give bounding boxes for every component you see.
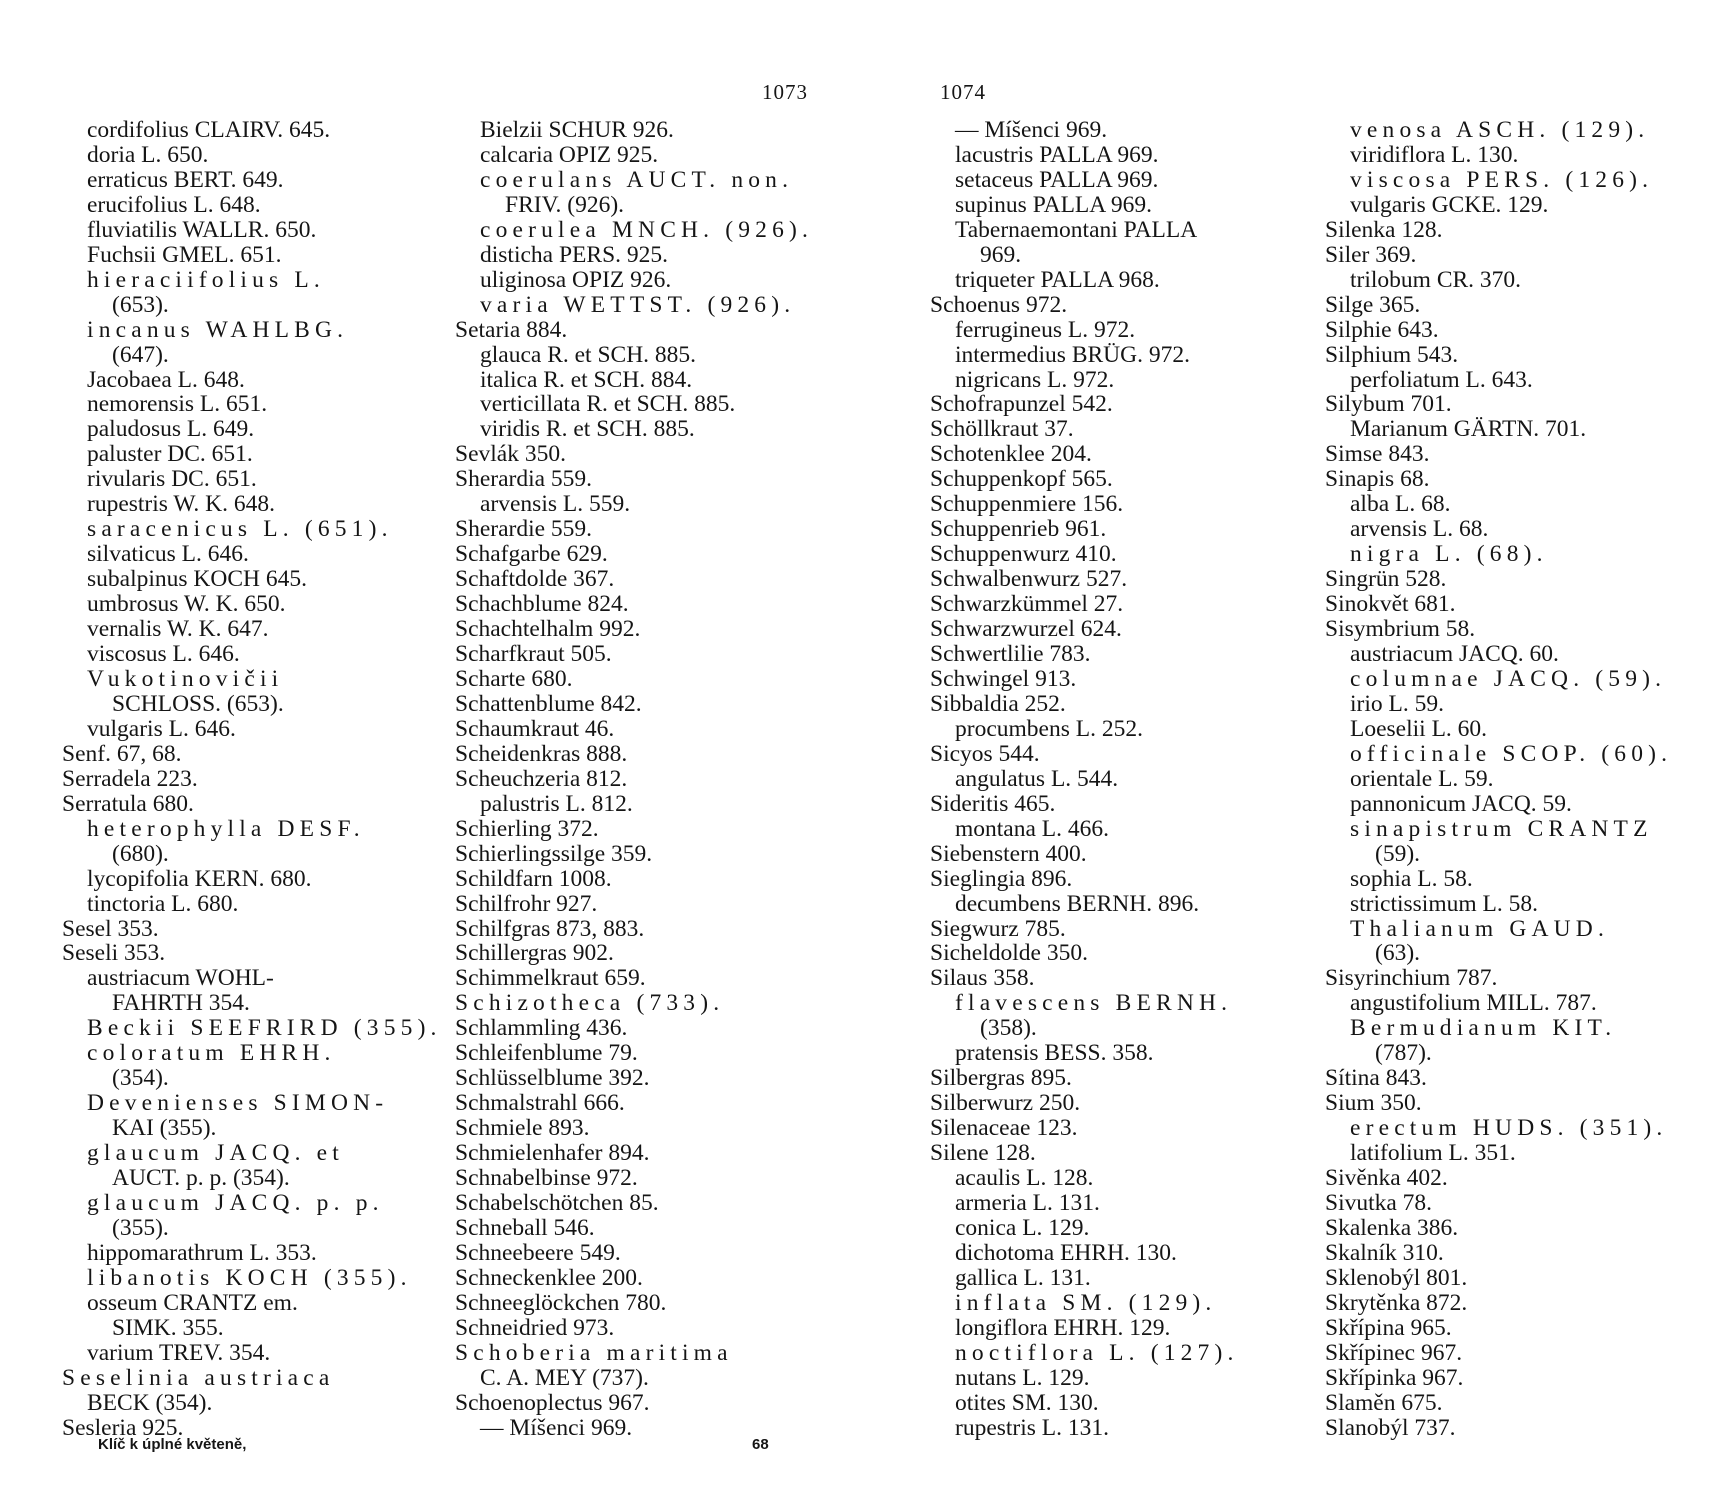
index-entry: nigra L. (68). <box>1350 541 1548 568</box>
index-entry: procumbens L. 252. <box>955 715 1143 742</box>
index-entry: Schimmelkraut 659. <box>455 965 646 992</box>
index-entry: perfoliatum L. 643. <box>1350 366 1533 393</box>
index-entry: Silenaceae 123. <box>930 1115 1078 1142</box>
index-entry: Schoberia maritima <box>455 1339 733 1366</box>
index-entry: ferrugineus L. 972. <box>955 316 1136 343</box>
index-entry: Bielzii SCHUR 926. <box>480 117 674 143</box>
index-entry: Silybum 701. <box>1325 391 1452 418</box>
index-entry: disticha PERS. 925. <box>480 241 669 268</box>
index-entry: (787). <box>1375 1040 1432 1067</box>
index-entry: KAI (355). <box>112 1115 217 1142</box>
index-entry: Skřípinka 967. <box>1325 1364 1464 1391</box>
index-entry: doria L. 650. <box>87 141 209 168</box>
index-entry: paluster DC. 651. <box>87 441 253 468</box>
index-entry: decumbens BERNH. 896. <box>955 890 1200 917</box>
index-entry: Sesel 353. <box>62 915 159 942</box>
index-column-4 <box>1325 118 1672 1441</box>
index-entry: Scharfkraut 505. <box>455 641 612 668</box>
index-entry: Schmiele 893. <box>455 1115 590 1142</box>
index-entry: Bermudianum KIT. <box>1350 1015 1617 1042</box>
index-entry: nemorensis L. 651. <box>87 391 268 418</box>
index-entry: 969. <box>980 241 1022 268</box>
index-entry: dichotoma EHRH. 130. <box>955 1239 1177 1266</box>
index-entry: intermedius BRÜG. 972. <box>955 341 1190 368</box>
index-entry: (354). <box>112 1065 169 1092</box>
index-entry: Schneeglöckchen 780. <box>455 1289 667 1316</box>
index-entry: Sklenobýl 801. <box>1325 1264 1468 1291</box>
index-entry: conica L. 129. <box>955 1214 1090 1241</box>
index-entry: noctiflora L. (127). <box>955 1339 1239 1366</box>
index-entry: hippomarathrum L. 353. <box>87 1239 317 1266</box>
index-entry: Schlüsselblume 392. <box>455 1065 650 1092</box>
index-entry: Schneball 546. <box>455 1214 595 1241</box>
index-entry: Seseli 353. <box>62 940 166 967</box>
index-entry: Schillergras 902. <box>455 940 614 967</box>
index-entry: Scharte 680. <box>455 665 573 692</box>
index-entry: incanus WAHLBG. <box>87 316 349 343</box>
index-entry: Schneckenklee 200. <box>455 1264 643 1291</box>
index-entry: officinale SCOP. (60). <box>1350 740 1673 767</box>
index-entry: coloratum EHRH. <box>87 1040 336 1067</box>
index-entry: Slanobýl 737. <box>1325 1414 1456 1441</box>
index-entry: Schierling 372. <box>455 815 599 842</box>
index-entry: Silphium 543. <box>1325 341 1459 368</box>
index-entry: Sítina 843. <box>1325 1065 1427 1092</box>
index-entry: Schaumkraut 46. <box>455 715 615 742</box>
page-number-left: 1073 <box>762 80 808 104</box>
index-entry: Schlammling 436. <box>455 1015 628 1042</box>
index-entry: Sisymbrium 58. <box>1325 616 1476 643</box>
index-entry: Schleifenblume 79. <box>455 1040 638 1067</box>
index-entry: latifolium L. 351. <box>1350 1140 1516 1167</box>
index-entry: Schöllkraut 37. <box>930 416 1074 443</box>
index-entry: Sibbaldia 252. <box>930 690 1066 717</box>
index-entry: — Míšenci 969. <box>480 1414 633 1441</box>
index-entry: Schoenus 972. <box>930 291 1068 318</box>
index-entry: rupestris L. 131. <box>955 1414 1110 1441</box>
index-entry: Silge 365. <box>1325 291 1421 318</box>
index-entry: uliginosa OPIZ 926. <box>480 266 672 293</box>
index-entry: nutans L. 129. <box>955 1364 1090 1391</box>
index-entry: Devenienses SIMON- <box>87 1090 389 1117</box>
index-entry: subalpinus KOCH 645. <box>87 566 307 593</box>
index-entry: vulgaris L. 646. <box>87 715 236 742</box>
index-entry: Schilfrohr 927. <box>455 890 598 917</box>
index-entry: heterophylla DESF. <box>87 815 365 842</box>
index-entry: SCHLOSS. (653). <box>112 690 284 717</box>
index-entry: FRIV. (926). <box>505 191 625 218</box>
index-entry: Silene 128. <box>930 1140 1036 1167</box>
index-entry: viridis R. et SCH. 885. <box>480 416 695 443</box>
index-entry: Sinokvět 681. <box>1325 591 1456 618</box>
index-entry: (653). <box>112 291 169 318</box>
index-entry: vulgaris GCKE. 129. <box>1350 191 1549 218</box>
index-column-1 <box>62 118 442 1441</box>
index-entry: pannonicum JACQ. 59. <box>1350 790 1572 817</box>
index-entry: viscosa PERS. (126). <box>1350 166 1654 193</box>
footer-book-title: Klíč k úplné květeně, <box>98 1436 247 1453</box>
index-entry: saracenicus L. (651). <box>87 516 393 543</box>
index-entry: Siler 369. <box>1325 241 1417 268</box>
index-column-2 <box>455 118 813 1441</box>
index-entry: Schwarzkümmel 27. <box>930 591 1124 618</box>
index-entry: Sinapis 68. <box>1325 466 1430 493</box>
index-entry: verticillata R. et SCH. 885. <box>480 391 736 418</box>
index-entry: glaucum JACQ. p. p. <box>87 1189 384 1216</box>
index-entry: Sisyrinchium 787. <box>1325 965 1498 992</box>
index-entry: otites SM. 130. <box>955 1389 1099 1416</box>
index-entry: palustris L. 812. <box>480 790 633 817</box>
index-entry: Schafgarbe 629. <box>455 541 608 568</box>
index-entry: supinus PALLA 969. <box>955 191 1152 218</box>
index-entry: Beckii SEEFRIRD (355). <box>87 1015 442 1042</box>
index-entry: libanotis KOCH (355). <box>87 1264 412 1291</box>
index-entry: columnae JACQ. (59). <box>1350 665 1667 692</box>
index-entry: Scheidenkras 888. <box>455 740 628 767</box>
index-entry: Silphie 643. <box>1325 316 1439 343</box>
index-entry: armeria L. 131. <box>955 1189 1100 1216</box>
index-entry: Schachblume 824. <box>455 591 629 618</box>
index-entry: viridiflora L. 130. <box>1350 141 1519 168</box>
index-entry: Skrytěnka 872. <box>1325 1289 1468 1316</box>
index-entry: Schachtelhalm 992. <box>455 616 641 643</box>
index-entry: Singrün 528. <box>1325 566 1447 593</box>
index-entry: Setaria 884. <box>455 316 568 343</box>
index-entry: Seselinia austriaca <box>62 1364 335 1391</box>
index-entry: (59). <box>1375 840 1421 867</box>
index-entry: Schmalstrahl 666. <box>455 1090 625 1117</box>
index-entry: flavescens BERNH. <box>955 990 1233 1017</box>
index-entry: Schizotheca (733). <box>455 990 725 1017</box>
index-entry: Sideritis 465. <box>930 790 1056 817</box>
index-entry: Serradela 223. <box>62 765 198 792</box>
index-entry: angustifolium MILL. 787. <box>1350 990 1597 1017</box>
index-entry: silvaticus L. 646. <box>87 541 249 568</box>
index-entry: calcaria OPIZ 925. <box>480 141 659 168</box>
index-entry: Schattenblume 842. <box>455 690 642 717</box>
index-entry: arvensis L. 68. <box>1350 516 1489 543</box>
index-entry: Sivutka 78. <box>1325 1189 1433 1216</box>
index-entry: sophia L. 58. <box>1350 865 1473 892</box>
index-entry: austriacum JACQ. 60. <box>1350 641 1559 668</box>
index-entry: Skalník 310. <box>1325 1239 1444 1266</box>
index-entry: erraticus BERT. 649. <box>87 166 284 193</box>
index-entry: Sicyos 544. <box>930 740 1040 767</box>
index-entry: coerulans AUCT. non. <box>480 166 794 193</box>
index-entry: varium TREV. 354. <box>87 1339 271 1366</box>
index-entry: Thalianum GAUD. <box>1350 915 1609 942</box>
index-entry: Vukotinovičii <box>87 665 284 692</box>
index-entry: lacustris PALLA 969. <box>955 141 1159 168</box>
index-entry: (680). <box>112 840 169 867</box>
footer-signature-number: 68 <box>752 1436 769 1453</box>
index-entry: Scheuchzeria 812. <box>455 765 628 792</box>
index-entry: BECK (354). <box>87 1389 213 1416</box>
index-entry: Skřípinec 967. <box>1325 1339 1463 1366</box>
index-entry: Silberwurz 250. <box>930 1090 1081 1117</box>
index-entry: italica R. et SCH. 884. <box>480 366 693 393</box>
index-entry: — Míšenci 969. <box>955 117 1108 143</box>
index-entry: (358). <box>980 1015 1037 1042</box>
index-entry: Schuppenkopf 565. <box>930 466 1113 493</box>
index-entry: Schuppenmiere 156. <box>930 491 1124 518</box>
index-entry: sinapistrum CRANTZ <box>1350 815 1653 842</box>
index-entry: coerulea MNCH. (926). <box>480 216 814 243</box>
index-entry: SIMK. 355. <box>112 1314 224 1341</box>
index-entry: triqueter PALLA 968. <box>955 266 1160 293</box>
index-entry: vernalis W. K. 647. <box>87 616 269 643</box>
index-entry: arvensis L. 559. <box>480 491 631 518</box>
index-entry: Siebenstern 400. <box>930 840 1087 867</box>
index-entry: Marianum GÄRTN. 701. <box>1350 416 1587 443</box>
index-entry: osseum CRANTZ em. <box>87 1289 298 1316</box>
index-entry: viscosus L. 646. <box>87 641 240 668</box>
index-entry: Schuppenrieb 961. <box>930 516 1107 543</box>
index-entry: Schotenklee 204. <box>930 441 1092 468</box>
index-entry: Schwalbenwurz 527. <box>930 566 1128 593</box>
index-entry: Schneebeere 549. <box>455 1239 621 1266</box>
index-entry: Siegwurz 785. <box>930 915 1066 942</box>
index-entry: Senf. 67, 68. <box>62 740 182 767</box>
index-entry: glauca R. et SCH. 885. <box>480 341 697 368</box>
index-entry: FAHRTH 354. <box>112 990 250 1017</box>
index-entry: Loeselii L. 60. <box>1350 715 1488 742</box>
index-entry: Sesleria 925. <box>62 1414 184 1441</box>
index-entry: Sevlák 350. <box>455 441 566 468</box>
index-entry: orientale L. 59. <box>1350 765 1494 792</box>
index-entry: rivularis DC. 651. <box>87 466 257 493</box>
index-entry: fluviatilis WALLR. 650. <box>87 216 317 243</box>
page-number-right: 1074 <box>940 80 986 104</box>
index-entry: erucifolius L. 648. <box>87 191 261 218</box>
index-entry: venosa ASCH. (129). <box>1350 117 1650 143</box>
index-entry: Silaus 358. <box>930 965 1035 992</box>
index-entry: Sieglingia 896. <box>930 865 1073 892</box>
index-entry: irio L. 59. <box>1350 690 1444 717</box>
index-entry: Schabelschötchen 85. <box>455 1189 659 1216</box>
index-entry: Sherardia 559. <box>455 466 593 493</box>
index-entry: rupestris W. K. 648. <box>87 491 275 518</box>
index-column-3 <box>930 118 1239 1441</box>
index-entry: longiflora EHRH. 129. <box>955 1314 1171 1341</box>
index-entry: setaceus PALLA 969. <box>955 166 1159 193</box>
index-entry: Schildfarn 1008. <box>455 865 612 892</box>
index-entry: varia WETTST. (926). <box>480 291 796 318</box>
index-entry: angulatus L. 544. <box>955 765 1119 792</box>
index-entry: Schofrapunzel 542. <box>930 391 1113 418</box>
index-entry: glaucum JACQ. et <box>87 1140 344 1167</box>
index-entry: Skřípina 965. <box>1325 1314 1452 1341</box>
index-entry: Schierlingssilge 359. <box>455 840 653 867</box>
index-entry: Sium 350. <box>1325 1090 1422 1117</box>
index-entry: Jacobaea L. 648. <box>87 366 245 393</box>
index-entry: (647). <box>112 341 169 368</box>
index-entry: austriacum WOHL- <box>87 965 274 992</box>
index-entry: umbrosus W. K. 650. <box>87 591 286 618</box>
index-entry: strictissimum L. 58. <box>1350 890 1538 917</box>
index-entry: inflata SM. (129). <box>955 1289 1217 1316</box>
index-entry: nigricans L. 972. <box>955 366 1115 393</box>
index-entry: lycopifolia KERN. 680. <box>87 865 312 892</box>
index-entry: gallica L. 131. <box>955 1264 1091 1291</box>
index-entry: Schuppenwurz 410. <box>930 541 1117 568</box>
index-entry: Schneidried 973. <box>455 1314 615 1341</box>
index-entry: hieraciifolius L. <box>87 266 325 293</box>
index-entry: Schnabelbinse 972. <box>455 1165 638 1192</box>
index-entry: cordifolius CLAIRV. 645. <box>87 117 331 143</box>
index-entry: Schoenoplectus 967. <box>455 1389 650 1416</box>
index-entry: (63). <box>1375 940 1421 967</box>
index-entry: Silenka 128. <box>1325 216 1443 243</box>
index-entry: Simse 843. <box>1325 441 1430 468</box>
index-entry: trilobum CR. 370. <box>1350 266 1522 293</box>
index-entry: (355). <box>112 1214 169 1241</box>
index-entry: Silbergras 895. <box>930 1065 1072 1092</box>
index-entry: Skalenka 386. <box>1325 1214 1459 1241</box>
index-entry: Slaměn 675. <box>1325 1389 1443 1416</box>
index-entry: Tabernaemontani PALLA <box>955 216 1198 243</box>
index-entry: acaulis L. 128. <box>955 1165 1094 1192</box>
index-entry: Schmielenhafer 894. <box>455 1140 650 1167</box>
index-entry: erectum HUDS. (351). <box>1350 1115 1668 1142</box>
index-entry: Sherardie 559. <box>455 516 593 543</box>
index-entry: Schwarzwurzel 624. <box>930 616 1122 643</box>
index-entry: tinctoria L. 680. <box>87 890 239 917</box>
index-entry: alba L. 68. <box>1350 491 1451 518</box>
index-entry: Schwertlilie 783. <box>930 641 1091 668</box>
index-entry: Sicheldolde 350. <box>930 940 1088 967</box>
index-entry: montana L. 466. <box>955 815 1110 842</box>
index-entry: Serratula 680. <box>62 790 194 817</box>
index-entry: C. A. MEY (737). <box>480 1364 649 1391</box>
index-entry: AUCT. p. p. (354). <box>112 1165 290 1192</box>
index-entry: Fuchsii GMEL. 651. <box>87 241 282 268</box>
index-entry: paludosus L. 649. <box>87 416 255 443</box>
index-entry: pratensis BESS. 358. <box>955 1040 1154 1067</box>
index-entry: Sivěnka 402. <box>1325 1165 1448 1192</box>
index-entry: Schwingel 913. <box>930 665 1077 692</box>
index-entry: Schilfgras 873, 883. <box>455 915 645 942</box>
index-entry: Schaftdolde 367. <box>455 566 615 593</box>
